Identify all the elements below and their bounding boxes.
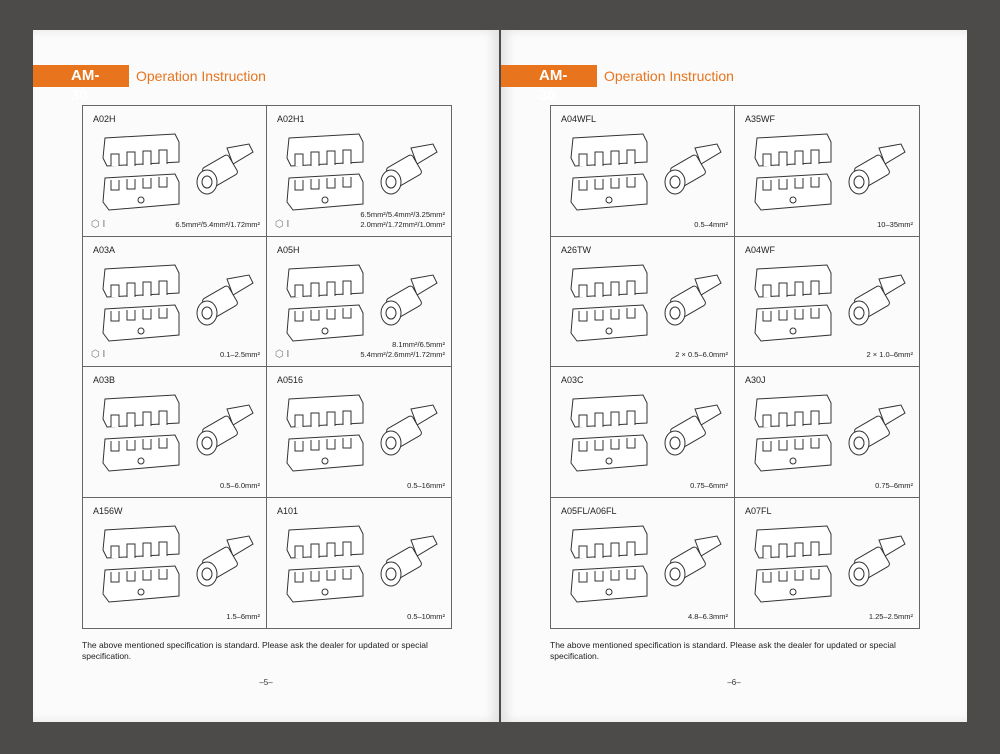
spec-line: 6.5mm²/5.4mm²/1.72mm²: [175, 219, 260, 229]
die-label: A03B: [93, 375, 116, 385]
die-label: A03A: [93, 244, 116, 255]
die-cell: [551, 106, 735, 237]
spec-line: 1.5–6mm²: [226, 612, 260, 621]
die-label: A04WF: [745, 244, 776, 255]
spec-note: The above mentioned specification is standard. Please ask the dealer for updated or special specification.: [82, 640, 428, 661]
die-cell: [551, 237, 735, 368]
crimp-die-icon: [101, 263, 183, 343]
model-code: AM-30: [71, 67, 100, 104]
spec-line: 0.5–4mm²: [694, 219, 728, 229]
spec-line: 0.75–6mm²: [690, 480, 728, 490]
die-cell: [83, 498, 267, 629]
die-label: A07FL: [745, 505, 772, 516]
crimp-die-icon: [285, 524, 367, 604]
wire-spec: [877, 220, 913, 230]
page-right: [501, 30, 967, 722]
die-cell: [267, 237, 451, 368]
crimp-die-icon: [753, 263, 835, 343]
die-label: A03C: [561, 375, 584, 385]
wire-spec: [867, 350, 913, 360]
wire-spec: [175, 220, 260, 230]
terminal-icon: [191, 403, 255, 463]
spec-line: 0.5–6.0mm²: [219, 480, 260, 490]
hex-symbol: ⬡ I: [91, 218, 106, 230]
terminal-icon: [375, 273, 439, 333]
terminal-icon: [375, 534, 439, 594]
spec-line: 0.1–2.5mm²: [219, 350, 260, 359]
die-cell: [83, 106, 267, 237]
hex-symbol: ⬡ I: [91, 349, 106, 360]
die-label: A0516: [277, 375, 304, 385]
wire-spec: [226, 612, 260, 622]
spec-line: 4.8–6.3mm²: [687, 612, 728, 621]
crimp-die-icon: [101, 132, 183, 212]
terminal-icon: [843, 403, 907, 463]
die-label: A30J: [745, 375, 766, 385]
terminal-icon: [191, 142, 255, 202]
wire-spec: [875, 481, 913, 491]
header-title: Operation Instruction: [136, 68, 266, 84]
terminal-icon: [375, 142, 439, 202]
model-code: AM-30: [539, 67, 568, 104]
die-cell: [735, 367, 919, 498]
spec-line: 1.25–2.5mm²: [868, 612, 913, 621]
die-cell: [267, 106, 451, 237]
terminal-icon: [191, 534, 255, 594]
wire-spec: [220, 481, 260, 491]
wire-spec: [869, 612, 913, 622]
terminal-icon: [191, 273, 255, 333]
wire-spec: [407, 612, 445, 622]
spec-line: 10–35mm²: [877, 219, 913, 229]
terminal-icon: [659, 403, 723, 463]
crimp-die-icon: [285, 393, 367, 473]
wire-spec: [220, 350, 260, 360]
die-cell: [83, 237, 267, 368]
die-table: [82, 105, 452, 629]
die-label: A04WFL: [561, 114, 597, 124]
hex-symbol: ⬡ I: [275, 349, 290, 360]
die-label: A05FL/A06FL: [561, 505, 617, 516]
terminal-icon: [843, 534, 907, 594]
die-cell: [735, 498, 919, 629]
die-cell: [267, 367, 451, 498]
crimp-die-icon: [569, 393, 651, 473]
die-cell: [83, 367, 267, 498]
crimp-die-icon: [569, 524, 651, 604]
spec-line: 6.5mm²/5.4mm²/3.25mm²: [360, 209, 445, 219]
terminal-icon: [659, 273, 723, 333]
terminal-icon: [843, 142, 907, 202]
spec-line: 2 × 1.0–6mm²: [866, 350, 913, 359]
wire-spec: [688, 612, 728, 622]
die-cell: [735, 237, 919, 368]
page-left: [33, 30, 499, 722]
spec-line: 2.0mm²/1.72mm²/1.0mm²: [360, 219, 445, 229]
crimp-die-icon: [285, 263, 367, 343]
die-cell: [267, 498, 451, 629]
die-label: A05H: [277, 244, 300, 255]
terminal-icon: [375, 403, 439, 463]
wire-spec: [675, 350, 728, 360]
wire-spec: [407, 481, 445, 491]
die-label: A101: [277, 505, 299, 516]
page-number: –5–: [259, 678, 273, 687]
crimp-die-icon: [753, 393, 835, 473]
die-table: [550, 105, 920, 629]
die-cell: [551, 498, 735, 629]
crimp-die-icon: [753, 132, 835, 212]
wire-spec: [360, 340, 445, 360]
spec-line: 5.4mm²/2.6mm²/1.72mm²: [360, 350, 445, 359]
die-label: A35WF: [745, 114, 776, 124]
die-label: A02H: [93, 114, 116, 124]
wire-spec: [694, 220, 728, 230]
wire-spec: [690, 481, 728, 491]
die-cell: [735, 106, 919, 237]
wire-spec: [360, 210, 445, 230]
spec-line: 0.5–10mm²: [407, 612, 445, 621]
crimp-die-icon: [101, 393, 183, 473]
header-title: Operation Instruction: [604, 68, 734, 84]
terminal-icon: [659, 534, 723, 594]
crimp-die-icon: [569, 263, 651, 343]
crimp-die-icon: [753, 524, 835, 604]
die-label: A26TW: [561, 244, 592, 255]
die-label: A156W: [93, 505, 123, 516]
page-number: –6–: [727, 678, 741, 687]
die-cell: [551, 367, 735, 498]
terminal-icon: [843, 273, 907, 333]
spec-line: 2 × 0.5–6.0mm²: [675, 350, 728, 359]
terminal-icon: [659, 142, 723, 202]
spec-line: 8.1mm²/6.5mm²: [392, 340, 445, 349]
spec-line: 0.5–16mm²: [407, 480, 445, 490]
spec-note: The above mentioned specification is standard. Please ask the dealer for updated or special specification.: [550, 640, 896, 661]
hex-symbol: ⬡ I: [275, 218, 290, 230]
crimp-die-icon: [101, 524, 183, 604]
crimp-die-icon: [569, 132, 651, 212]
spec-line: 0.75–6mm²: [875, 480, 913, 490]
crimp-die-icon: [285, 132, 367, 212]
die-label: A02H1: [277, 114, 305, 124]
